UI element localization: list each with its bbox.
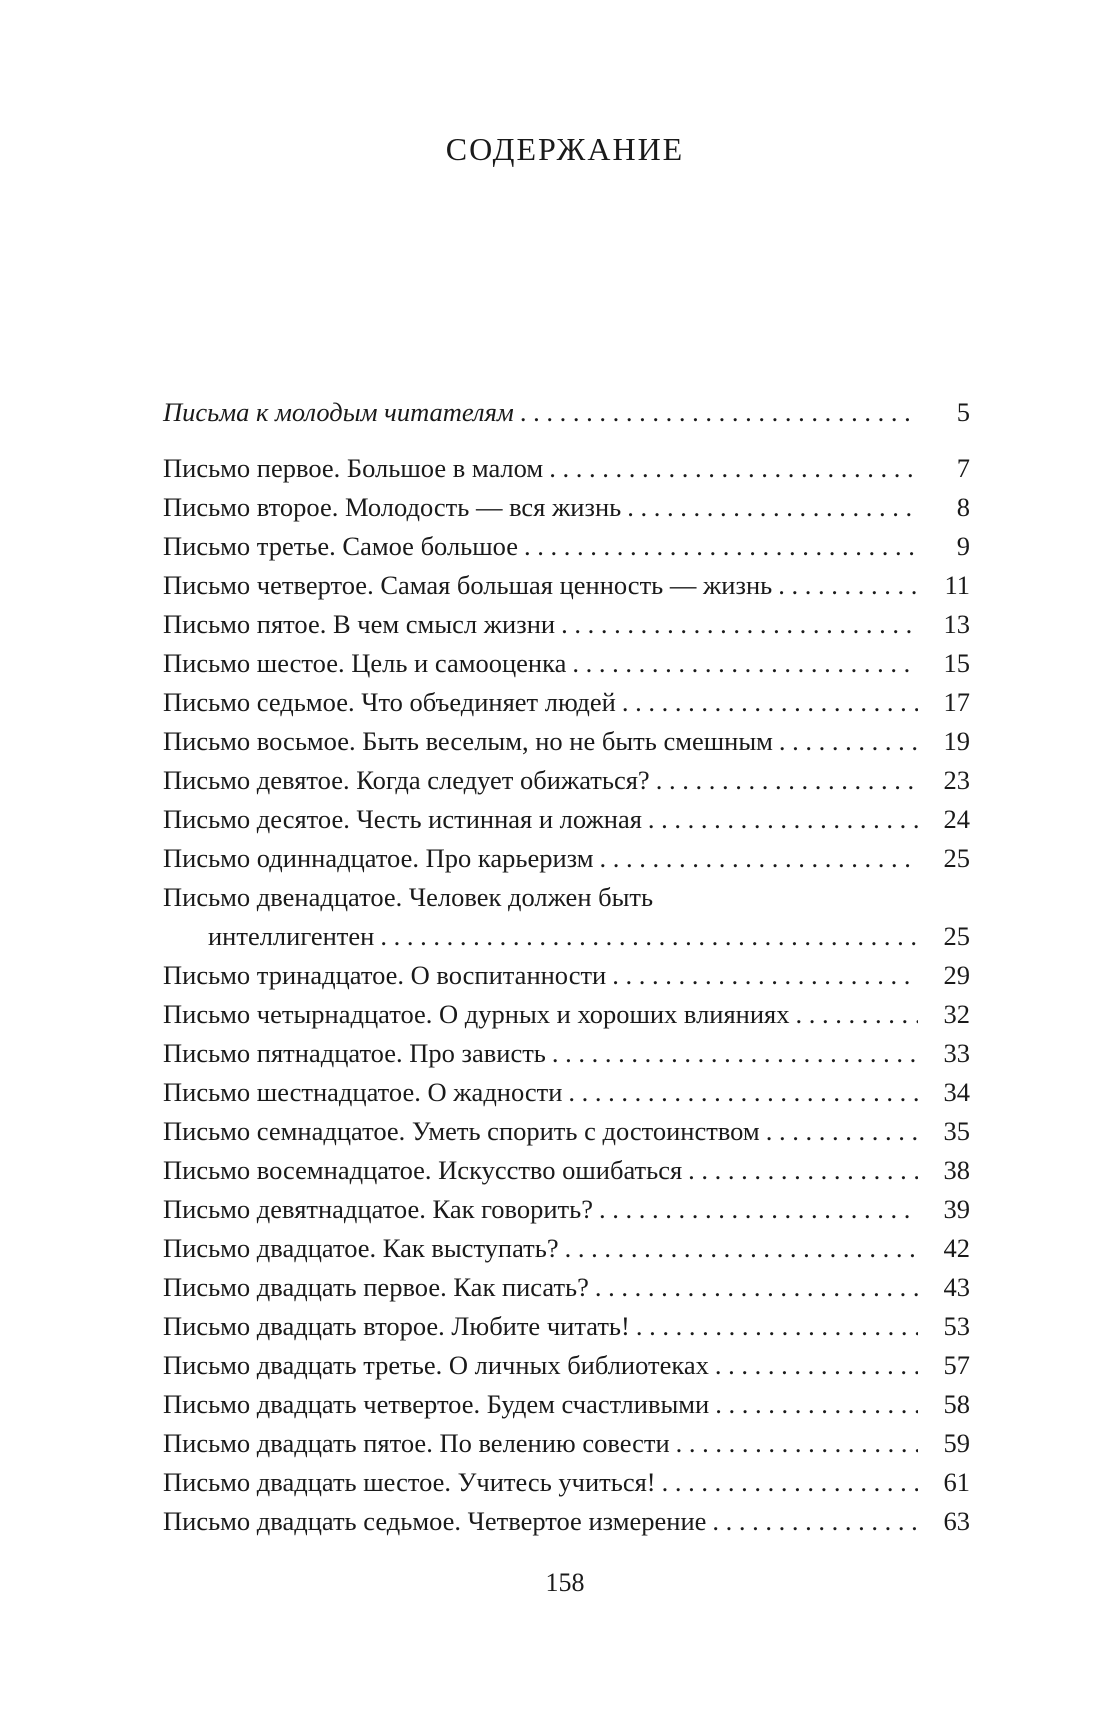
toc-intro-entry[interactable]	[163, 393, 970, 432]
table-of-contents	[163, 393, 970, 1541]
toc-entry[interactable]	[163, 488, 970, 527]
leader-dots	[595, 1268, 918, 1307]
toc-entry-label: Письмо шестнадцатое. О жадности	[163, 1077, 563, 1107]
leader-dots	[572, 644, 918, 683]
leader-dots	[676, 1424, 918, 1463]
leader-dots	[561, 605, 918, 644]
leader-dots	[565, 1229, 918, 1268]
toc-entry-label: Письмо восемнадцатое. Искусство ошибаться	[163, 1155, 683, 1185]
leader-dots	[636, 1307, 918, 1346]
toc-entry-page: 25	[943, 843, 970, 873]
toc-entry-label: Письмо шестое. Цель и самооценка	[163, 648, 567, 678]
leader-dots	[712, 1502, 918, 1541]
leader-dots	[552, 1034, 918, 1073]
leader-dots	[599, 1190, 918, 1229]
toc-entry-label: Письмо двадцатое. Как выступать?	[163, 1233, 559, 1263]
toc-entry-page: 59	[943, 1428, 970, 1458]
toc-entry-page: 8	[956, 492, 970, 522]
toc-entry[interactable]	[163, 995, 970, 1034]
toc-entry-page: 32	[943, 999, 970, 1029]
leader-dots	[627, 488, 918, 527]
toc-entry-page: 29	[943, 960, 970, 990]
toc-entry[interactable]	[163, 1463, 970, 1502]
toc-entry-label: Письмо тринадцатое. О воспитанности	[163, 960, 607, 990]
toc-entry-page: 25	[943, 921, 970, 951]
toc-entry-page: 34	[943, 1077, 970, 1107]
toc-entry[interactable]	[163, 761, 970, 800]
toc-entry-label: Письмо девятое. Когда следует обижаться?	[163, 765, 650, 795]
toc-entry[interactable]	[163, 527, 970, 566]
toc-entry-page: 38	[943, 1155, 970, 1185]
toc-entry-list	[163, 449, 970, 1541]
toc-entry-page: 24	[943, 804, 970, 834]
toc-entry-page: 57	[943, 1350, 970, 1380]
toc-entry-label: Письмо первое. Большое в малом	[163, 453, 544, 483]
toc-entry-label: Письмо двадцать третье. О личных библиотеках	[163, 1350, 709, 1380]
toc-entry-label: Письмо семнадцатое. Уметь спорить с достоинством	[163, 1116, 760, 1146]
toc-entry-label: Письмо восьмое. Быть веселым, но не быть смешным	[163, 726, 773, 756]
toc-entry-page: 19	[943, 726, 970, 756]
page-number: 158	[545, 1568, 585, 1597]
toc-entry[interactable]	[163, 1151, 970, 1190]
toc-entry[interactable]	[163, 839, 970, 878]
leader-dots	[524, 527, 918, 566]
toc-entry-page: 39	[943, 1194, 970, 1224]
toc-entry[interactable]	[163, 1346, 970, 1385]
toc-entry-label: Письмо пятое. В чем смысл жизни	[163, 609, 556, 639]
toc-entry-label: Письмо одиннадцатое. Про карьеризм	[163, 843, 594, 873]
toc-entry[interactable]	[163, 1268, 970, 1307]
leader-dots	[688, 1151, 918, 1190]
toc-entry[interactable]	[163, 644, 970, 683]
toc-entry-page: 11	[944, 570, 970, 600]
toc-entry-page: 5	[956, 397, 970, 427]
leader-dots	[766, 1112, 918, 1151]
toc-entry[interactable]	[163, 683, 970, 722]
leader-dots	[612, 956, 918, 995]
leader-dots	[600, 839, 918, 878]
toc-entry[interactable]	[163, 1190, 970, 1229]
toc-entry[interactable]	[163, 878, 970, 917]
toc-entry-label: Письмо десятое. Честь истинная и ложная	[163, 804, 642, 834]
toc-entry[interactable]	[163, 956, 970, 995]
toc-entry-label: Письмо двенадцатое. Человек должен быть	[163, 882, 654, 912]
leader-dots	[648, 800, 918, 839]
toc-entry[interactable]	[163, 1229, 970, 1268]
toc-entry-label: Письмо двадцать первое. Как писать?	[163, 1272, 589, 1302]
leader-dots	[779, 722, 918, 761]
toc-entry-page: 58	[943, 1389, 970, 1419]
toc-entry[interactable]	[163, 1073, 970, 1112]
leader-dots	[778, 566, 918, 605]
toc-entry-label: Письмо второе. Молодость — вся жизнь	[163, 492, 622, 522]
toc-entry[interactable]	[163, 1385, 970, 1424]
toc-entry-page: 9	[956, 531, 970, 561]
toc-entry-continuation[interactable]	[163, 917, 970, 956]
toc-entry-label: Письмо двадцать седьмое. Четвертое измерение	[163, 1506, 707, 1536]
toc-entry-label: Письмо двадцать второе. Любите читать!	[163, 1311, 630, 1341]
leader-dots	[795, 995, 918, 1034]
toc-entry-page: 35	[943, 1116, 970, 1146]
toc-entry-page: 15	[943, 648, 970, 678]
toc-entry-label: интеллигентен	[208, 921, 375, 951]
toc-entry[interactable]	[163, 1112, 970, 1151]
toc-entry[interactable]	[163, 1307, 970, 1346]
toc-entry-label: Письмо двадцать четвертое. Будем счастливыми	[163, 1389, 710, 1419]
toc-entry-label: Письмо седьмое. Что объединяет людей	[163, 687, 616, 717]
leader-dots	[715, 1346, 918, 1385]
toc-entry-page: 7	[956, 453, 970, 483]
toc-entry-label: Письмо девятнадцатое. Как говорить?	[163, 1194, 593, 1224]
toc-entry-label: Письмо двадцать шестое. Учитесь учиться!	[163, 1467, 656, 1497]
toc-entry-label: Письмо четырнадцатое. О дурных и хороших влияниях	[163, 999, 790, 1029]
toc-entry-page: 63	[943, 1506, 970, 1536]
toc-entry-page: 42	[943, 1233, 970, 1263]
leader-dots	[568, 1073, 918, 1112]
page-title: СОДЕРЖАНИЕ	[445, 131, 685, 168]
leader-dots	[622, 683, 918, 722]
toc-entry-label: Письмо пятнадцатое. Про зависть	[163, 1038, 546, 1068]
toc-entry-page: 13	[943, 609, 970, 639]
toc-entry-label: Письмо двадцать пятое. По велению совести	[163, 1428, 670, 1458]
leader-dots	[662, 1463, 918, 1502]
toc-entry-page: 17	[943, 687, 970, 717]
leader-dots	[380, 917, 918, 956]
leader-dots	[520, 393, 918, 432]
toc-entry[interactable]	[163, 1502, 970, 1541]
leader-dots	[549, 449, 918, 488]
toc-entry-page: 61	[943, 1467, 970, 1497]
toc-entry-label: Письма к молодым читателям	[163, 397, 514, 427]
toc-entry-page: 53	[943, 1311, 970, 1341]
toc-entry[interactable]	[163, 566, 970, 605]
toc-entry[interactable]	[163, 1034, 970, 1073]
toc-entry[interactable]	[163, 1424, 970, 1463]
toc-entry-page: 43	[943, 1272, 970, 1302]
toc-entry-label: Письмо четвертое. Самая большая ценность — жизнь	[163, 570, 773, 600]
toc-entry-label: Письмо третье. Самое большое	[163, 531, 519, 561]
leader-dots	[656, 761, 918, 800]
toc-entry[interactable]	[163, 605, 970, 644]
toc-entry[interactable]	[163, 722, 970, 761]
leader-dots	[715, 1385, 918, 1424]
toc-entry-page: 33	[943, 1038, 970, 1068]
toc-entry[interactable]	[163, 800, 970, 839]
toc-entry[interactable]	[163, 449, 970, 488]
toc-entry-page: 23	[943, 765, 970, 795]
